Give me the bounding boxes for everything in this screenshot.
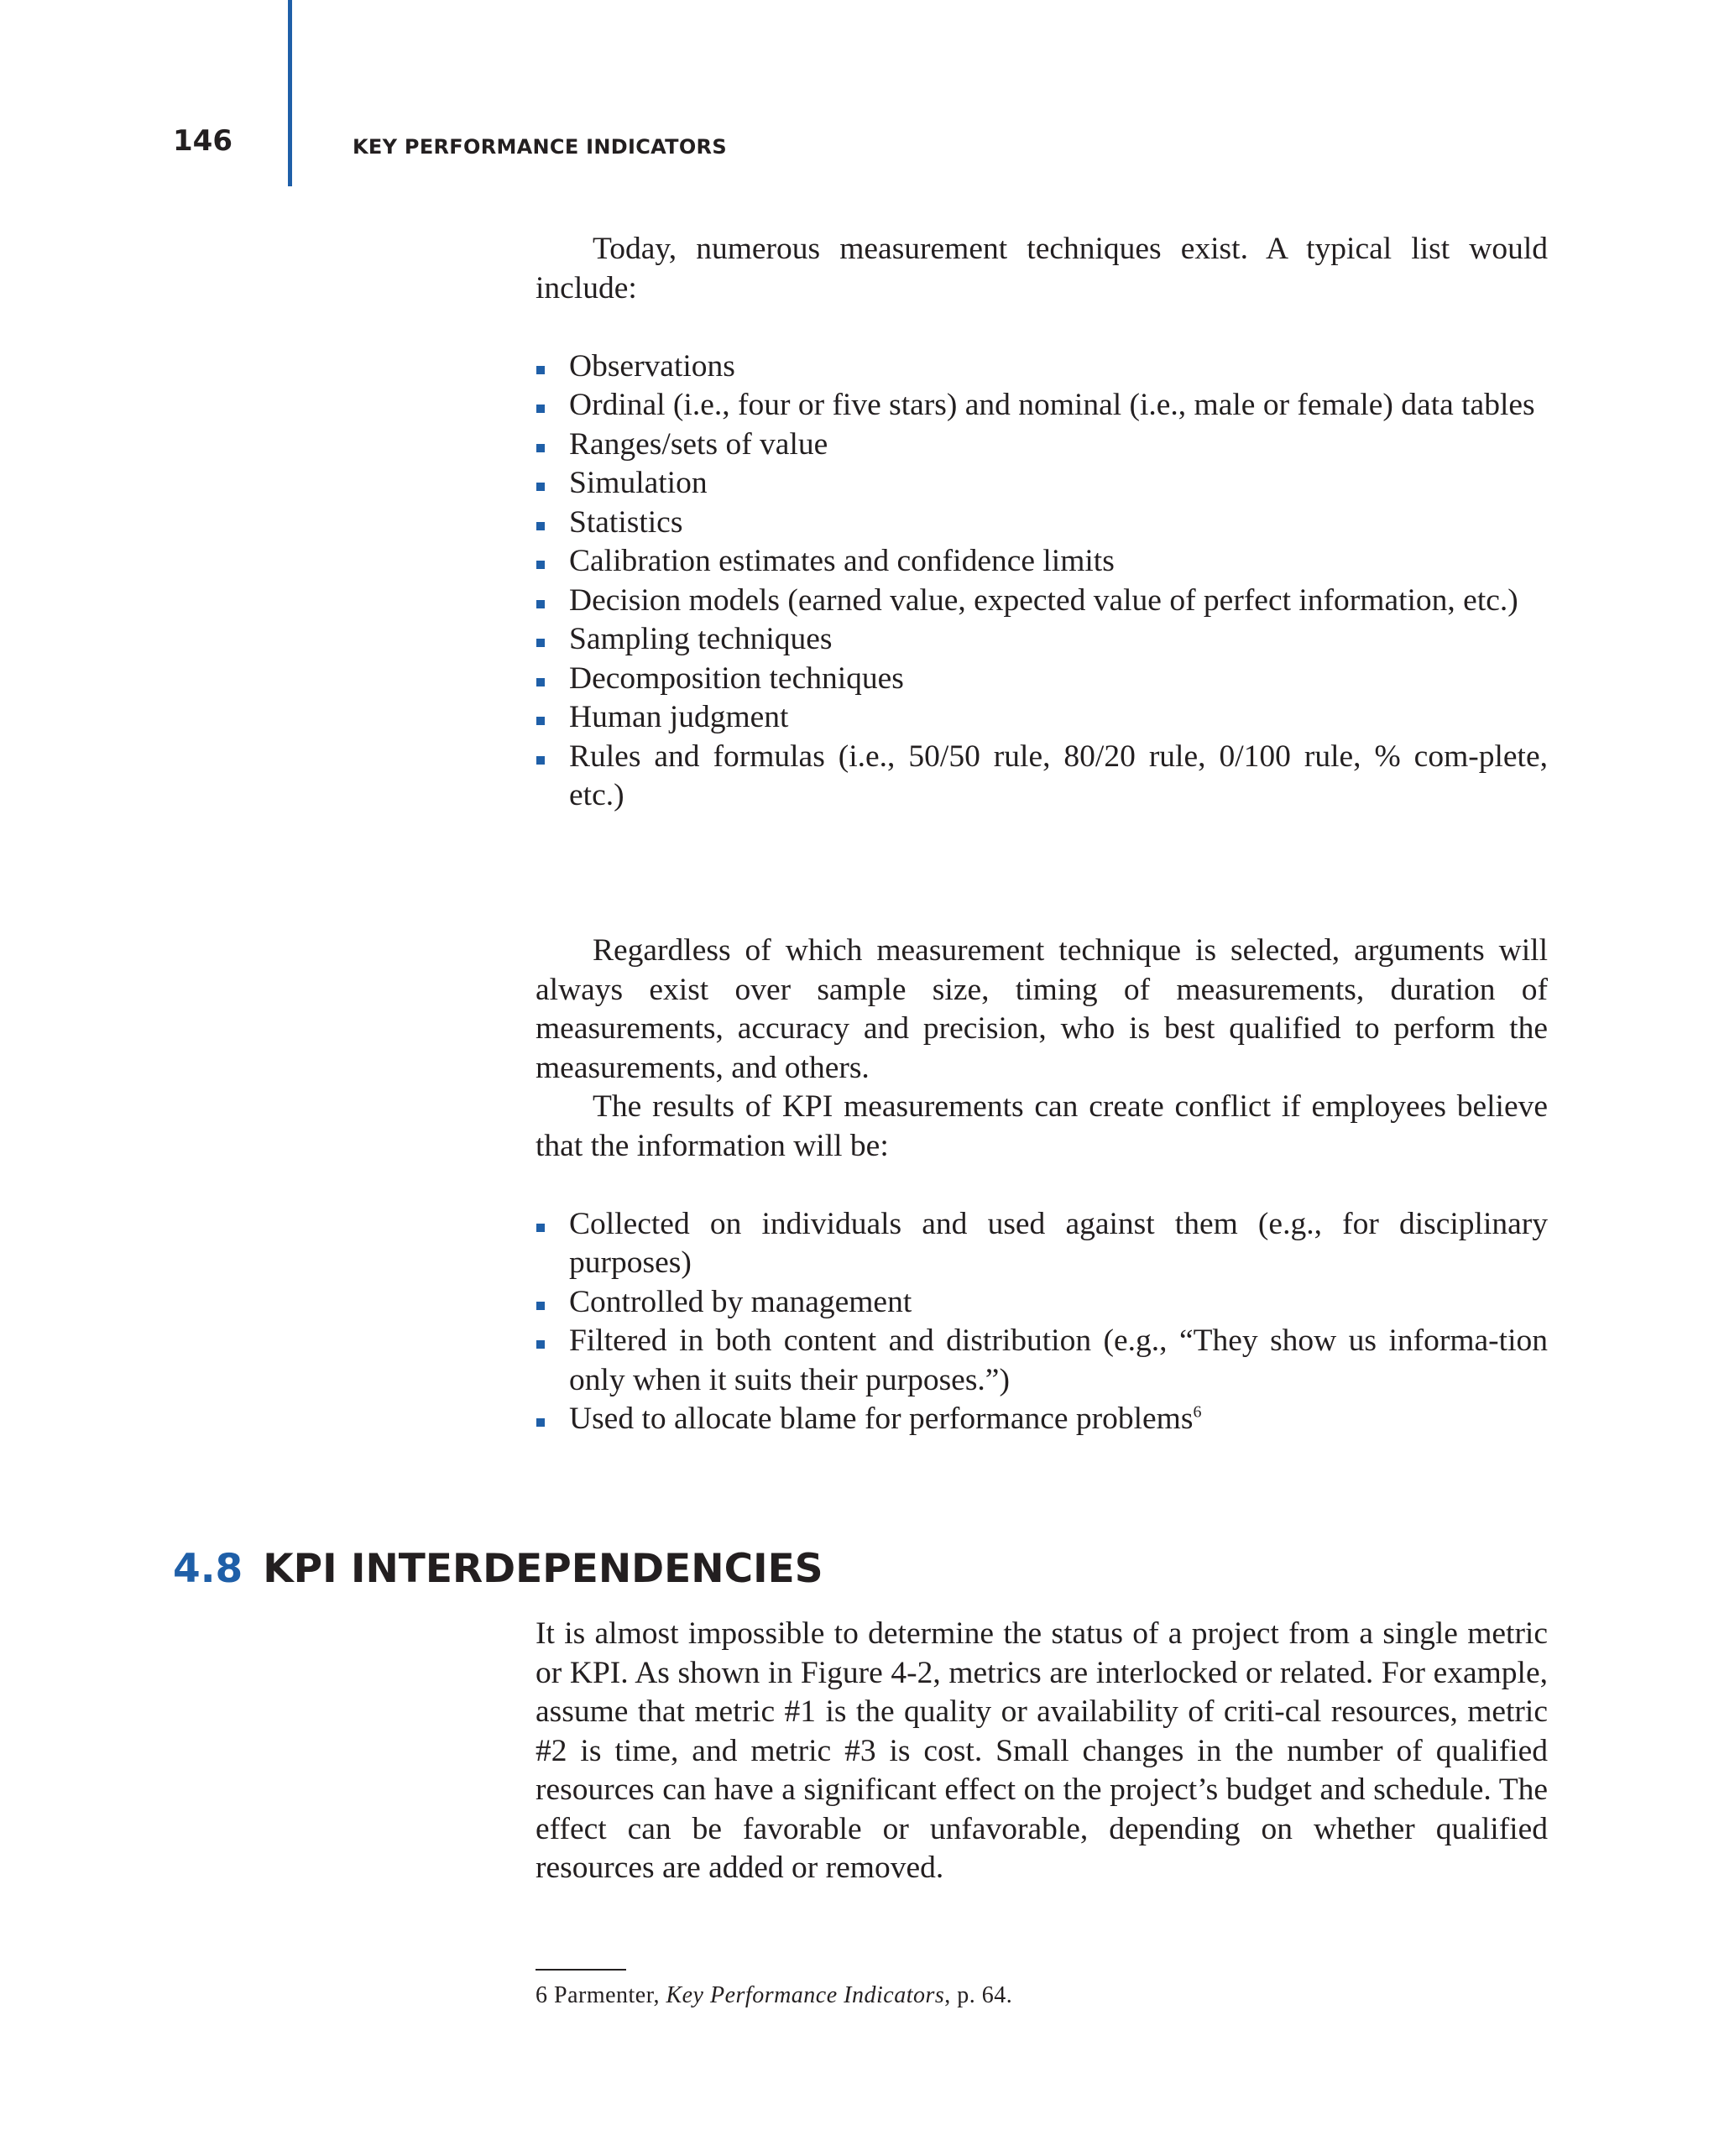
list-item: Decision models (earned value, expected value of perfect information, etc.) <box>536 582 1548 621</box>
section-title: KPI INTERDEPENDENCIES <box>263 1546 823 1592</box>
list-item: Observations <box>536 347 1548 387</box>
bullet-square-icon <box>536 483 545 491</box>
footnote-rule <box>536 1969 626 1971</box>
header-rule <box>288 0 292 186</box>
techniques-list <box>536 347 1548 816</box>
list-item: Used to allocate blame for performance problems$^6$ <box>536 1400 1548 1439</box>
list-item: Collected on individuals and used against them (e.g., for disciplinary purposes) <box>536 1205 1548 1283</box>
list-item: Decomposition techniques <box>536 660 1548 699</box>
bullet-square-icon <box>536 444 545 452</box>
list-item: Ordinal (i.e., four or five stars) and nominal (i.e., male or female) data tables <box>536 386 1548 425</box>
list-item: Calibration estimates and confidence limits <box>536 542 1548 582</box>
concerns-list <box>536 1205 1548 1439</box>
bullet-square-icon <box>536 600 545 608</box>
bullet-square-icon <box>536 561 545 569</box>
list-item: Controlled by management <box>536 1283 1548 1323</box>
conflict-block <box>536 932 1548 1439</box>
bullet-square-icon <box>536 405 545 413</box>
bullet-square-icon <box>536 678 545 686</box>
list-item: Statistics <box>536 504 1548 543</box>
list-item: Filtered in both content and distribution (e.g., “They show us informa-tion only when it suits their purposes.”) <box>536 1322 1548 1400</box>
footnote-number: 6 <box>536 1982 548 2008</box>
bullet-square-icon <box>536 1302 545 1310</box>
section-body-paragraph: It is almost impossible to determine the status of a project from a single metric or KPI. As shown in Figure 4-2, metrics are interlocked or related. For example, assume that metric #1 is the quality or availability of criti-cal resources, metric #2 is time, and metric #3 is cost. Small changes in the number of qualified resources can have a significant effect on the project’s budget and schedule. The effect can be favorable or unfavorable, depending on whether qualified resources are added or removed. <box>536 1616 1548 1885</box>
list-item: Human judgment <box>536 698 1548 738</box>
section-number: 4.8 <box>173 1546 243 1592</box>
intro-paragraph: Today, numerous measurement techniques exist. A typical list would include: <box>536 232 1548 305</box>
results-paragraph: The results of KPI measurements can create conflict if employees believe that the information will be: <box>536 1089 1548 1163</box>
bullet-square-icon <box>536 639 545 647</box>
bullet-square-icon <box>536 717 545 725</box>
page-number: 146 <box>173 124 233 158</box>
footnote-title: Key Performance Indicators <box>666 1982 945 2008</box>
list-item: Simulation <box>536 464 1548 504</box>
footnote-author: Parmenter, <box>554 1982 660 2008</box>
regardless-paragraph: Regardless of which measurement technique is selected, arguments will always exist over sample size, timing of measurements, duration of measurements, accuracy and precision, who is best qualified to perform the measurements, and others. <box>536 933 1548 1085</box>
bullet-square-icon <box>536 1340 545 1349</box>
section-body-block <box>536 1615 1548 1888</box>
bullet-square-icon <box>536 522 545 530</box>
bullet-square-icon <box>536 1418 545 1427</box>
bullet-square-icon <box>536 1224 545 1232</box>
bullet-square-icon <box>536 756 545 765</box>
section-heading <box>173 1546 823 1593</box>
techniques-block <box>536 230 1548 816</box>
footnote-marker[interactable]: 6 <box>1193 1402 1202 1422</box>
bullet-square-icon <box>536 366 545 374</box>
footnote-page: , p. 64. <box>944 1982 1013 2008</box>
list-item: Ranges/sets of value <box>536 425 1548 465</box>
footnote <box>536 1981 1012 2010</box>
list-item: Sampling techniques <box>536 620 1548 660</box>
list-item: Rules and formulas (i.e., 50/50 rule, 80/20 rule, 0/100 rule, % com-plete, etc.) <box>536 738 1548 816</box>
running-head: KEY PERFORMANCE INDICATORS <box>353 135 727 159</box>
